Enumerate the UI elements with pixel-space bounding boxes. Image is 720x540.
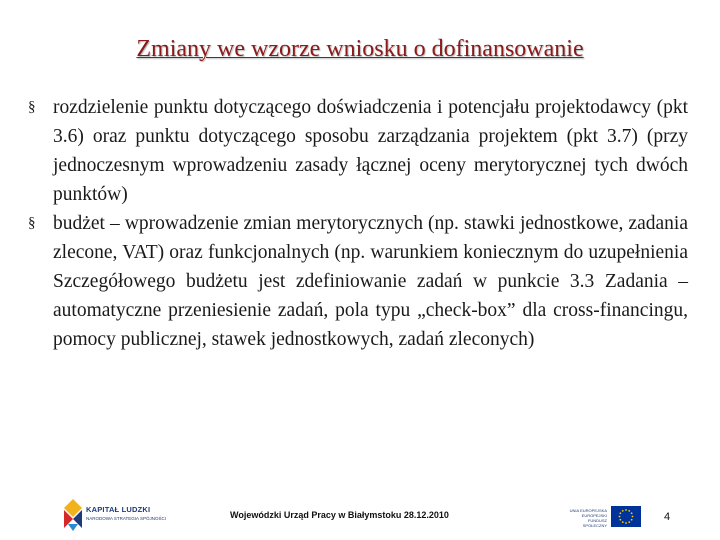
bullet-marker-icon: § [28, 99, 36, 115]
footer-text: Wojewódzki Urząd Pracy w Białymstoku 28.12.2010 [230, 510, 449, 520]
page-number: 4 [664, 511, 671, 523]
bullet-item [28, 209, 688, 354]
kapital-ludzki-name: KAPITAŁ LUDZKI [86, 505, 151, 514]
footer [0, 490, 720, 540]
bullet-item [28, 93, 688, 209]
bullet-list [28, 93, 688, 354]
slide-title: Zmiany we wzorze wniosku o dofinansowanie [136, 36, 584, 62]
bullet-text: budżet – wprowadzenie zmian merytorycznych (np. stawki jednostkowe, zadania zlecone, VAT) oraz funkcjonalnych (np. warunkiem koniecznym do uzupełnienia Szczegółowego budżetu jest zdefiniowanie zadań w punkcie 3.3 Zadania – automatyczne przeniesienie zadań, pola typu „check-box” dla cross-financingu, pomocy publicznej, stawek jednostkowych, zadań zleconych) [53, 213, 688, 350]
eu-logo [563, 504, 643, 530]
eu-logo-text: UNIA EUROPEJSKA EUROPEJSKI FUNDUSZ SPOŁECZNY [569, 508, 607, 528]
kapital-ludzki-mark-icon [62, 498, 84, 532]
bullet-marker-icon: § [28, 215, 36, 231]
eu-flag-icon [611, 506, 641, 527]
kapital-ludzki-logo [62, 498, 182, 532]
bullet-text: rozdzielenie punktu dotyczącego doświadczenia i potencjału projektodawcy (pkt 3.6) oraz punktu dotyczącego sposobu zarządzania projektem (pkt 3.7) (przy jednoczesnym wprowadzeniu zasady łącznej oceny merytorycznej tych dwóch punktów) [53, 97, 688, 205]
kapital-ludzki-subtitle: NARODOWA STRATEGIA SPÓJNOŚCI [86, 516, 167, 521]
